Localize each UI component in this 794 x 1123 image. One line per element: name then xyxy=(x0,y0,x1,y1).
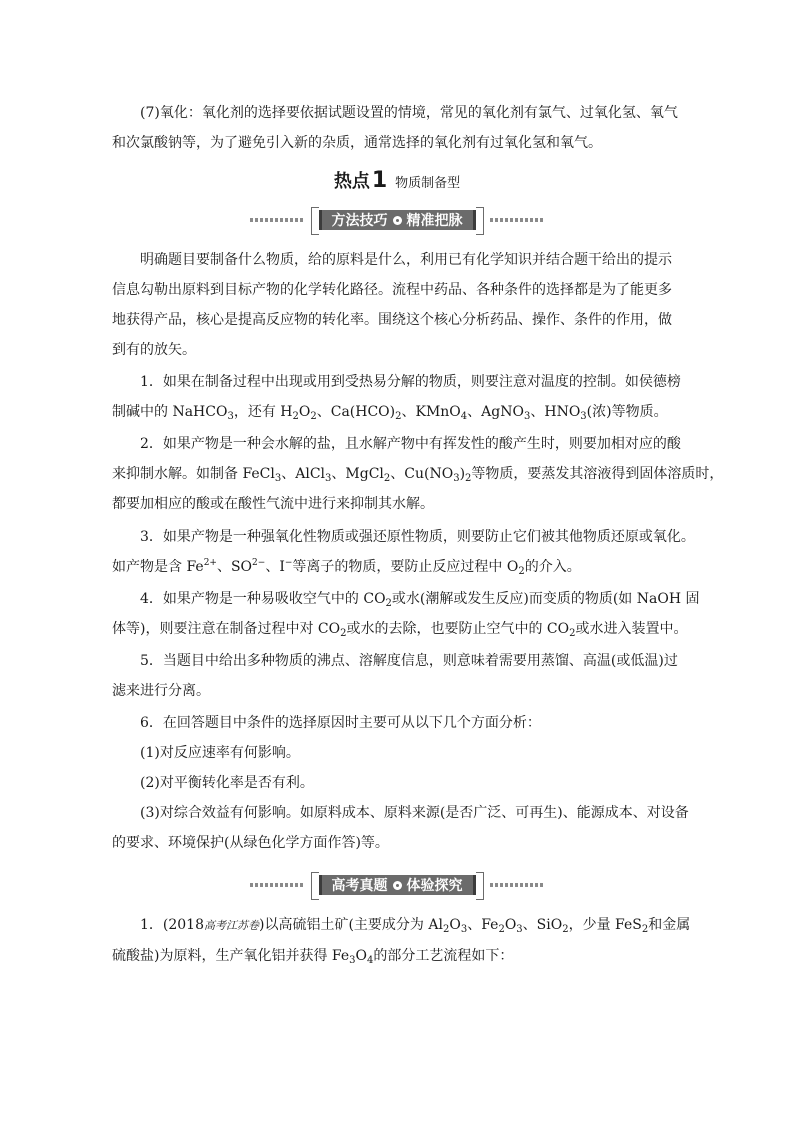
summary-line-1: 明确题目要制备什么物质，给的原料是什么，利用已有化学知识并结合题干给出的提示 xyxy=(140,252,672,268)
item-3-line-2: 如产物是含 $Fe^{2+}$、$SO^{2-}$、I−等离子的物质，要防止反应过程中 $O_2$的介入。 xyxy=(112,558,581,577)
item-2-line-3: 都要加相应的酸或在酸性气流中进行来抑制其水解。 xyxy=(112,496,434,512)
item-4-line-2: 体等)，则要注意在制备过程中对 $CO_2$或水的去除，也要防止空气中的 $CO_2$或水进入装置中。 xyxy=(112,621,688,639)
item-4 xyxy=(112,584,700,644)
item-2 xyxy=(112,429,724,519)
banner-right-text: 精准把脉 xyxy=(406,213,463,229)
intro-line-2: 和次氯酸钠等，为了避免引入新的杂质，通常选择的氧化剂有过氧化氢和氧气。 xyxy=(112,135,602,151)
heading-subtitle: 物质制备型 xyxy=(395,176,461,191)
banner-dash-left xyxy=(250,883,305,887)
banner-dash-right xyxy=(490,218,545,222)
heading-main: 热点 xyxy=(333,171,370,192)
item-1-line-2: 制碱中的 NaHCO$_3$，还有 $H_2O_2$、$Ca(HCO)_2$、KMnO$_4$、AgNO$_3$、$HNO_3$(浓)等物质。 xyxy=(112,404,668,422)
summary-line-3: 地获得产品，核心是提高反应物的转化率。围绕这个核心分析药品、操作、条件的作用，做 xyxy=(112,312,672,328)
item-2-line-1: 2．如果产物是一种会水解的盐，且水解产物中有挥发性的酸产生时，则要加相对应的酸 xyxy=(140,436,681,452)
item-6-sub-2: (2)对平衡转化率是否有利。 xyxy=(140,775,314,791)
question-1-line-2: 硫酸盐)为原料，生产氧化铝并获得 $Fe_3O_4$的部分工艺流程如下： xyxy=(112,948,514,966)
banner-dash-left xyxy=(250,218,305,222)
item-2-line-2: 来抑制水解。如制备 FeCl$_3$、AlCl$_3$、MgCl$_2$、$Cu(NO_3)_2$等物质，要蒸发其溶液得到固体溶质时， xyxy=(112,466,724,484)
summary-line-2: 信息勾勒出原料到目标产物的化学转化路径。流程中药品、各种条件的选择都是为了能更多 xyxy=(112,282,672,298)
item-6-sub-3-line-2: 的要求、环境保护(从绿色化学方面作答)等。 xyxy=(112,835,389,851)
banner-core xyxy=(319,875,476,895)
item-5-line-2: 滤来进行分离。 xyxy=(112,683,210,699)
question-1-line-1: 1．(2018高考江苏卷)以高硫铝土矿(主要成分为 $Al_2O_3$、$Fe_2O_3$、SiO$_2$，少量 FeS$_2$和金属 xyxy=(140,917,691,935)
banner-core xyxy=(319,210,476,230)
dot-icon xyxy=(393,216,402,225)
section-heading xyxy=(0,166,794,199)
banner-left-text: 高考真题 xyxy=(331,878,388,894)
item-6-line-1: 6．在回答题目中条件的选择原因时主要可从以下几个方面分析： xyxy=(140,715,541,731)
banner-right-text: 体验探究 xyxy=(406,878,463,894)
item-5-line-1: 5．当题目中给出多种物质的沸点、溶解度信息，则意味着需要用蒸馏、高温(或低温)过 xyxy=(140,653,678,669)
banner-left-text: 方法技巧 xyxy=(331,213,388,229)
item-4-line-1: 4．如果产物是一种易吸收空气中的 $CO_2$或水(潮解或发生反应)而变质的物质(如 NaOH 固 xyxy=(140,591,700,609)
item-1-line-1: 1．如果在制备过程中出现或用到受热易分解的物质，则要注意对温度的控制。如侯德榜 xyxy=(140,374,681,390)
item-5 xyxy=(112,646,682,706)
banner-method-tips xyxy=(250,209,544,231)
intro-paragraph xyxy=(112,98,682,158)
exam-source: 高考江苏卷 xyxy=(204,919,259,932)
dot-icon xyxy=(393,881,402,890)
item-3-line-1: 3．如果产物是一种强氧化性物质或强还原性物质，则要防止它们被其他物质还原或氧化。 xyxy=(140,529,695,545)
question-1 xyxy=(112,910,691,971)
item-3 xyxy=(112,522,695,582)
banner-exam-questions xyxy=(250,874,544,896)
summary-paragraph xyxy=(112,245,682,365)
heading-number: 1 xyxy=(371,168,388,193)
banner-dash-right xyxy=(490,883,545,887)
item-6-sub-3-line-1: (3)对综合效益有何影响。如原料成本、原料来源(是否广泛、可再生)、能源成本、对设备 xyxy=(140,805,689,821)
item-6 xyxy=(112,708,689,858)
summary-line-4: 到有的放矢。 xyxy=(112,342,196,358)
item-6-sub-1: (1)对反应速率有何影响。 xyxy=(140,745,300,761)
item-1 xyxy=(112,367,682,427)
intro-line-1: (7)氧化：氧化剂的选择要依据试题设置的情境，常见的氧化剂有氯气、过氧化氢、氧气 xyxy=(140,105,678,121)
